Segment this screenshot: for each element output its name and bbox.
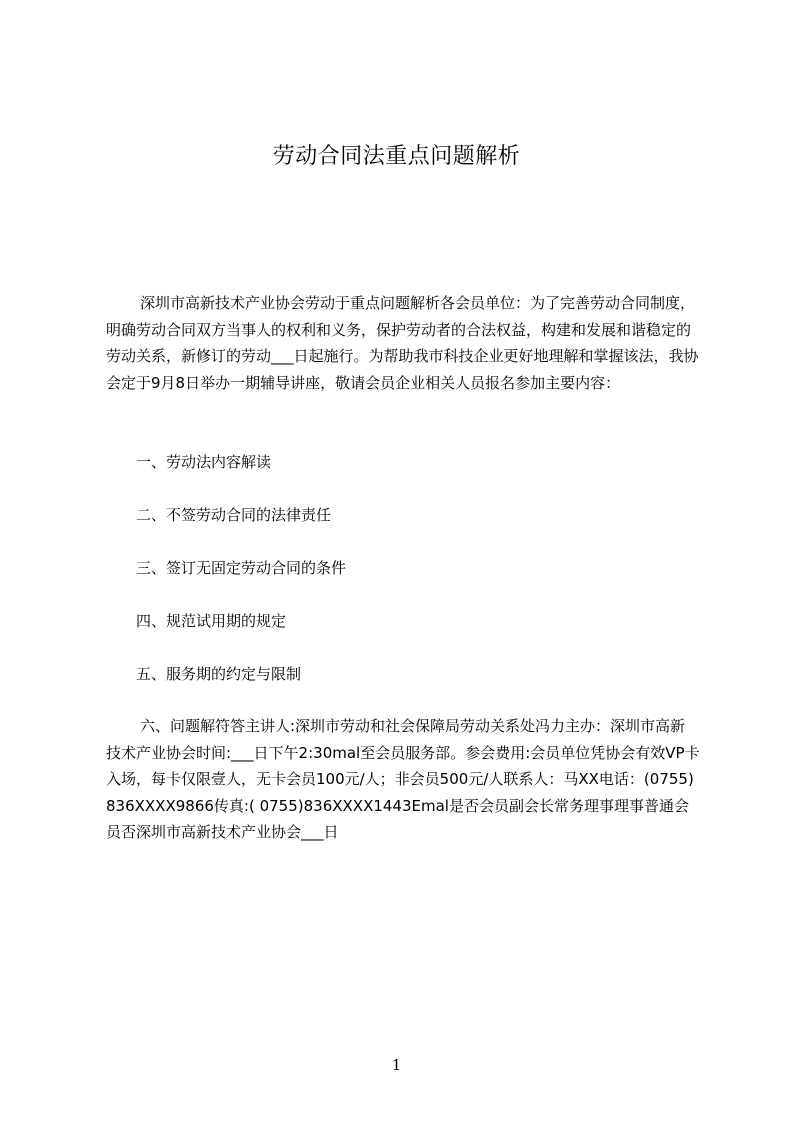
content-item-5: 五、服务期的约定与限制 [136, 665, 302, 683]
details-paragraph: 六、问题解符答主讲人:深圳市劳动和社会保障局劳动关系处冯力主办：深圳市高新技术产业协会时间:___日下午2:30mal至会员服务部。参会费用:会员单位凭协会有效VP卡入场，每卡仅限壹人，无卡会员100元/人；非会员500元/人联系人：马XX电话：(0755)836XXXX9866传真:( 0755)836XXXX1443Emal是否会员副会长常务理事理事普通会员否深圳市高新技术产业协会___日 [106, 717, 700, 841]
content-item-3: 三、签订无固定劳动合同的条件 [136, 559, 347, 577]
content-item-1: 一、劳动法内容解读 [136, 453, 272, 471]
content-item-4: 四、规范试用期的规定 [136, 612, 287, 630]
document-title: 劳动合同法重点问题解析 [272, 144, 521, 169]
intro-paragraph: 深圳市高新技术产业协会劳动于重点问题解析各会员单位：为了完善劳动合同制度，明确劳动合同双方当事人的权利和义务，保护劳动者的合法权益，构建和发展和谐稳定的劳动关系，新修订的劳动___日起施行。为帮助我市科技企业更好地理解和掌握该法，我协会定于9月8日举办一期辅导讲座，敬请会员企业相关人员报名参加主要内容： [106, 294, 699, 392]
page-number: 1 [391, 1056, 402, 1074]
content-item-2: 二、不签劳动合同的法律责任 [136, 506, 332, 524]
